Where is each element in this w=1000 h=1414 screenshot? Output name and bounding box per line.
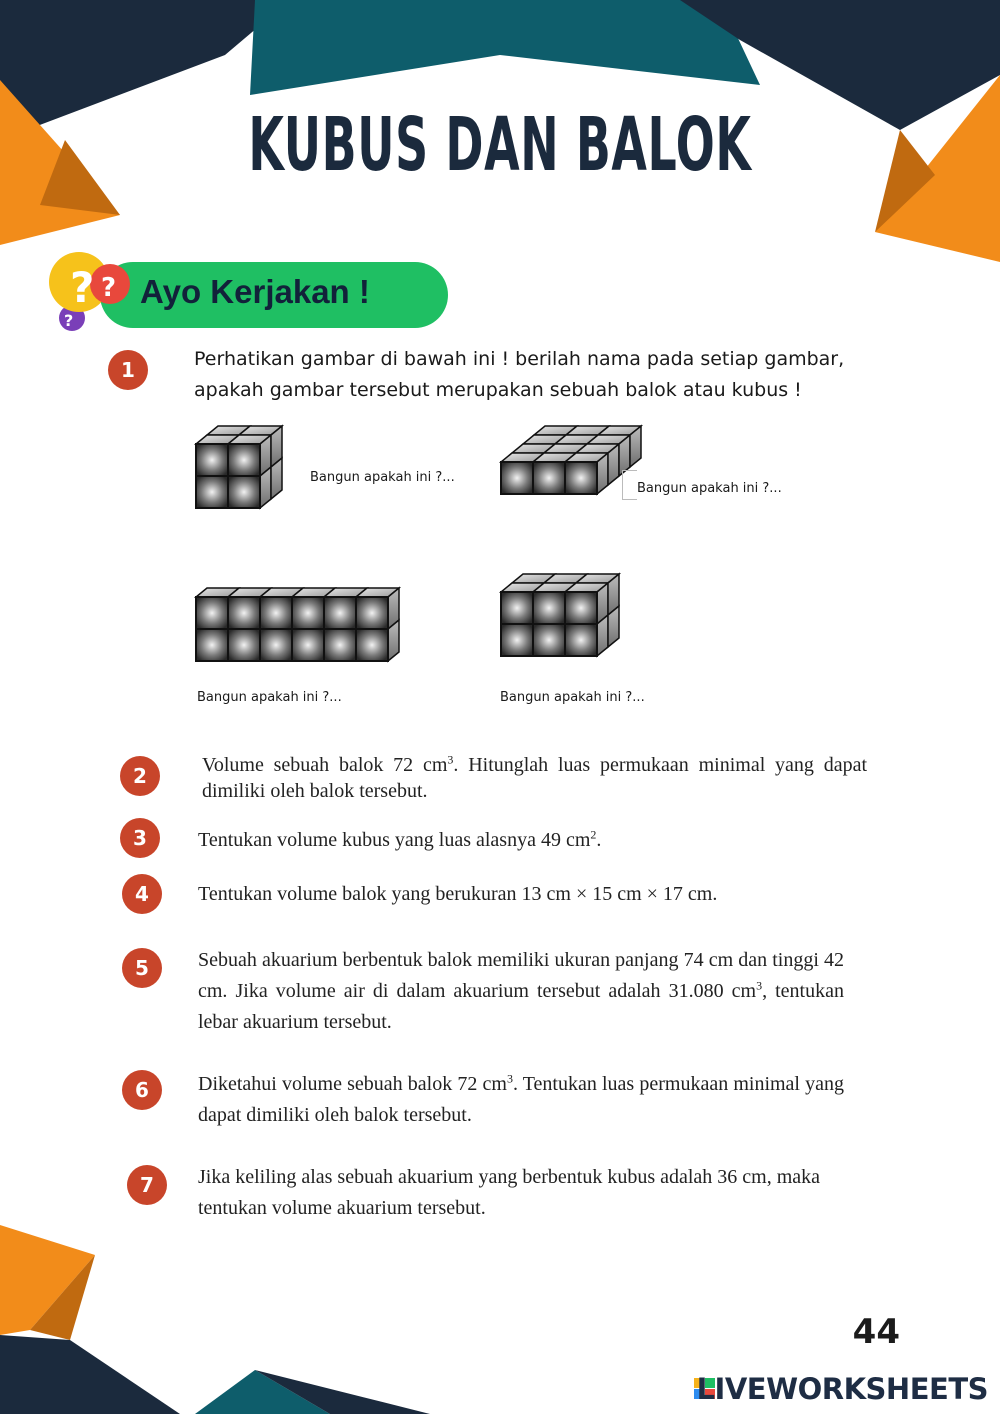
section-header-label: Ayo Kerjakan !: [140, 273, 370, 310]
cube-front-face: [533, 624, 565, 656]
cube-front-face: [292, 629, 324, 661]
cube-front-face: [565, 624, 597, 656]
cuboid-3x2x2-figure: [495, 570, 635, 674]
question-text-part: . Hitunglah luas permukaan minimal yang dapat dimiliki oleh balok tersebut.: [202, 754, 868, 802]
cube-front-face: [356, 597, 388, 629]
page-number: 44: [852, 1312, 900, 1352]
question-text-part: , tentukan lebar akuarium tersebut.: [198, 980, 844, 1033]
cube-front-face: [501, 592, 533, 624]
question-text-part: .: [596, 829, 602, 851]
figure-caption: Bangun apakah ini ?...: [500, 690, 645, 705]
cube-front-face: [228, 629, 260, 661]
question-3-text: [198, 825, 858, 856]
cube-front-face: [196, 476, 228, 508]
question-number-badge: 5: [122, 948, 162, 988]
cube-front-face: [260, 597, 292, 629]
question-bubbles-icon: [44, 246, 134, 336]
cube-front-face: [324, 597, 356, 629]
figure-caption: Bangun apakah ini ?...: [197, 690, 342, 705]
cube-front-face: [356, 629, 388, 661]
cube-front-face: [228, 597, 260, 629]
cube-front-face: [260, 629, 292, 661]
cube-front-face: [324, 629, 356, 661]
question-text-part: Diketahui volume sebuah balok 72 cm: [198, 1073, 507, 1095]
question-number-badge: 7: [127, 1165, 167, 1205]
cube-front-face: [228, 444, 260, 476]
superscript: 3: [756, 978, 763, 993]
question-2-text: [202, 752, 867, 804]
cube-front-face: [196, 597, 228, 629]
question-text-part: Sebuah akuarium berbentuk balok memiliki ukuran panjang 74 cm dan tinggi 42 cm. Jika volume air di dalam akuarium tersebut adalah 31.080 cm: [198, 949, 844, 1002]
question-text-part: Volume sebuah balok 72 cm: [202, 754, 448, 776]
question-number-badge: 6: [122, 1070, 162, 1110]
superscript: 2: [590, 827, 597, 842]
svg-text:?: ?: [70, 263, 95, 312]
cube-front-face: [501, 462, 533, 494]
cube-front-face: [533, 462, 565, 494]
question-1-text: Perhatikan gambar di bawah ini ! berilah nama pada setiap gambar, apakah gambar tersebut merupakan sebuah balok atau kubus !: [194, 348, 845, 401]
question-text-part: . Tentukan luas permukaan minimal yang dapat dimiliki oleh balok tersebut.: [198, 1073, 845, 1126]
question-6-text: [198, 1069, 844, 1131]
cube-front-face: [565, 462, 597, 494]
question-number-badge: 4: [122, 874, 162, 914]
superscript: 3: [447, 752, 454, 767]
brand-name[interactable]: LIVEWORKSHEETS: [696, 1372, 988, 1406]
cube-2x2x2-figure: [190, 422, 300, 526]
question-number-badge: 3: [120, 818, 160, 858]
question-text-part: Tentukan volume kubus yang luas alasnya 49 cm: [198, 829, 591, 851]
cube-front-face: [565, 592, 597, 624]
figure-caption: Bangun apakah ini ?...: [310, 470, 455, 485]
cuboid-3x1x4-figure: [495, 422, 665, 526]
cube-front-face: [228, 476, 260, 508]
cube-front-face: [501, 624, 533, 656]
cube-front-face: [196, 629, 228, 661]
question-7-text: Jika keliling alas sebuah akuarium yang berbentuk kubus adalah 36 cm, maka tentukan volume akuarium tersebut.: [198, 1166, 821, 1219]
caption-marker: [622, 470, 637, 500]
cube-front-face: [292, 597, 324, 629]
cuboid-6x2x1-figure: [190, 584, 410, 674]
question-number-badge: 1: [108, 350, 148, 390]
question-4-text: Tentukan volume balok yang berukuran 13 cm × 15 cm × 17 cm.: [198, 883, 718, 905]
page-title: KUBUS DAN BALOK: [248, 102, 752, 188]
superscript: 3: [506, 1071, 513, 1086]
question-number-badge: 2: [120, 756, 160, 796]
svg-text:?: ?: [64, 311, 74, 330]
cube-front-face: [533, 592, 565, 624]
question-5-text: [198, 945, 844, 1038]
cube-front-face: [196, 444, 228, 476]
figure-caption: Bangun apakah ini ?...: [637, 481, 782, 496]
svg-text:?: ?: [101, 273, 117, 303]
